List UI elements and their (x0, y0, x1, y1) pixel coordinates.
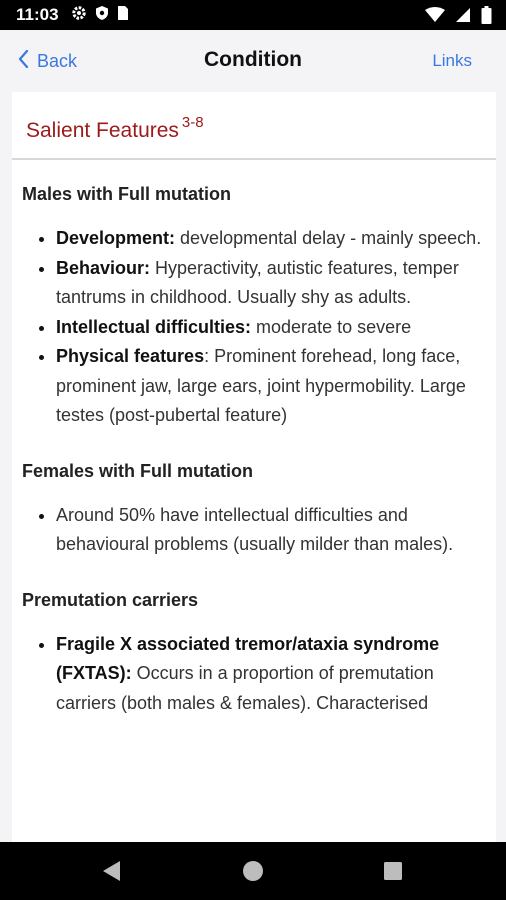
chevron-left-icon (18, 50, 37, 73)
section-title (26, 116, 204, 143)
content-card[interactable] (12, 92, 496, 842)
gear-icon (71, 5, 87, 26)
battery-icon (481, 6, 492, 29)
links-button[interactable]: Links (432, 51, 472, 70)
reference-link[interactable]: 3-8 (181, 114, 204, 131)
back-button[interactable] (18, 50, 77, 73)
premutation-heading: Premutation carriers (22, 589, 199, 610)
status-bar (0, 0, 506, 30)
section-title-text: Salient Features (26, 119, 179, 142)
list-item (56, 630, 486, 719)
list-item (56, 313, 486, 343)
list-item (56, 342, 486, 431)
item-label: Development: (56, 228, 176, 248)
males-list (22, 224, 486, 431)
home-circle-icon[interactable] (242, 860, 264, 887)
shield-icon (95, 5, 109, 26)
back-label: Back (37, 51, 78, 71)
item-text: Occurs in a proportion of premutation carriers (both males & females). Characterised (56, 663, 434, 713)
sim-card-icon (117, 5, 129, 26)
item-text: Hyperactivity, autistic features, temper tantrums in childhood. Usually shy as adults. (56, 257, 459, 307)
item-text: Around 50% have intellectual difficulties and behavioural problems (usually milder than males). (56, 504, 454, 554)
females-heading: Females with Full mutation (22, 460, 254, 481)
premutation-list (22, 630, 486, 719)
list-item (56, 501, 486, 560)
item-label: Intellectual difficulties: (56, 316, 252, 337)
list-item (56, 224, 486, 254)
item-label: Behaviour: (56, 257, 151, 278)
item-label: Physical features (56, 346, 205, 366)
females-list (22, 501, 486, 560)
article-body (12, 182, 496, 718)
item-label: Fragile X associated tremor/ataxia syndrome (FXTAS): (56, 633, 440, 683)
item-text: moderate to severe (251, 316, 412, 337)
recents-square-icon[interactable] (383, 861, 403, 886)
males-heading: Males with Full mutation (22, 184, 232, 204)
signal-icon (455, 7, 471, 28)
list-item (56, 254, 486, 313)
section-header (12, 92, 496, 160)
wifi-icon (425, 7, 445, 28)
back-triangle-icon[interactable] (100, 859, 124, 888)
status-time: 11:03 (16, 5, 59, 24)
navigation-bar (0, 30, 506, 92)
page-title: Condition (204, 48, 302, 71)
system-navigation-bar (0, 842, 506, 900)
item-text: : Prominent forehead, long face, prominent jaw, large ears, joint hypermobility. Large testes (post-pubertal feature) (56, 346, 466, 425)
item-text: developmental delay - mainly speech. (175, 228, 482, 248)
